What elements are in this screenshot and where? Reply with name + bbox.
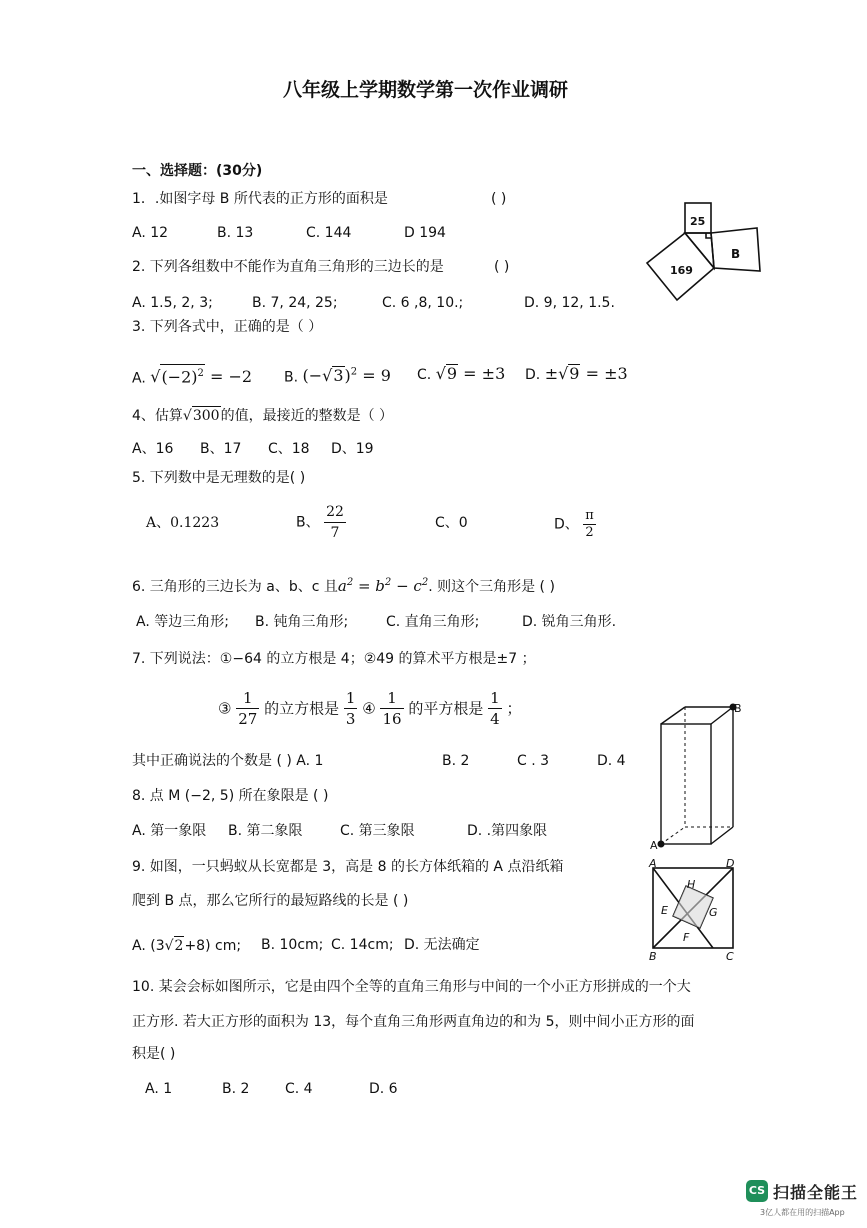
q6-option-b: B. 钝角三角形; [255,614,349,630]
q9-option-c: C. 14cm; [331,937,394,953]
q10-option-a: A. 1 [145,1081,173,1097]
q1-option-c: C. 144 [306,225,352,241]
q8-option-a: A. 第一象限 [132,823,207,839]
q3-b-expr: $(-√3)^2 = 9$ [302,366,391,386]
q7-option-c: C . 3 [517,753,550,769]
q7-stem: 7. 下列说法：①−64 的立方根是 4；②49 的算术平方根是±7 ； [132,651,536,667]
q6-equation: $a^2 = b^2 - c^2$ [337,577,429,595]
q2-option-d: D. 9, 12, 1.5. [524,295,615,311]
q5-d-label: D、 [554,516,579,533]
q5-b-label: B、 [296,514,320,531]
q4-stem-pre: 4、估算 [132,408,183,424]
q7-option-d: D. 4 [597,753,626,769]
q4-stem-post: 的值，最接近的整数是（ ） [220,408,394,424]
q9-a-pre: A. (3 [132,938,165,954]
q10-option-d: D. 6 [369,1081,398,1097]
q8-option-b: B. 第二象限 [228,823,303,839]
q1-option-b: B. 13 [217,225,254,241]
q1-option-a: A. 12 [132,225,169,241]
q5-stem: 5. 下列数中是无理数的是( ) [132,470,306,486]
q4-option-c: C、18 [268,441,310,457]
q9-a-radicand: 2 [174,938,184,954]
q1-label-25: 25 [690,215,706,228]
q3-c-label: C. [417,367,432,383]
q9-stem-line2: 爬到 B 点，那么它所行的最短路线的长是 ( ) [132,893,409,909]
q5-option-c: C、0 [435,515,468,531]
q6-option-c: C. 直角三角形; [386,614,480,630]
q7-frac-1-4: $\frac{1}{4}$ [490,689,500,728]
q10-stem-line3: 积是( ) [132,1046,176,1062]
q9-label-a: A [650,839,658,852]
q9-box-figure [645,698,745,853]
q3-d-label: D. [525,367,541,383]
q5-d-fraction: $\frac{\pi}{2}$ [585,508,594,540]
q3-c-rhs: = ±3 [463,364,506,383]
q2-option-c: C. 6 ,8, 10.; [382,295,464,311]
q9-option-d: D. 无法确定 [404,937,480,953]
scanner-logo-icon: CS [746,1180,768,1202]
q7-circled-3: ③ [218,699,232,718]
q4-option-d: D、19 [331,441,374,457]
q4-option-a: A、16 [132,441,174,457]
q3-d-expr: ±√9 = ±3 [544,364,628,383]
q10-label-b: B [649,950,657,963]
q6-stem-pre: 6. 三角形的三边长为 a、b、c 且 [132,579,338,595]
q3-b-label: B. [284,369,299,386]
q7-statements [218,688,521,729]
q1-option-d: D 194 [404,225,446,241]
page-title: 八年级上学期数学第一次作业调研 [283,79,569,101]
q1-label-b: B [731,247,741,261]
q7-cube-root-text: 的立方根是 [264,699,340,718]
q3-a-label: A. [132,370,146,387]
q8-stem: 8. 点 M (−2, 5) 所在象限是 ( ) [132,788,329,804]
q7-frac-1-16: $\frac{1}{16}$ [382,689,402,728]
q10-label-f: F [683,931,690,944]
q5-b-fraction: $\frac{22}{7}$ [326,504,344,541]
q3-option-c [417,364,505,384]
q9-a-post: +8) cm; [184,938,242,954]
q6-option-d: D. 锐角三角形. [522,614,617,630]
q3-option-a [132,364,252,387]
q10-square-figure [645,858,740,958]
q10-option-c: C. 4 [285,1081,313,1097]
q6-option-a: A. 等边三角形; [136,614,229,630]
q3-option-d [525,364,628,384]
q7-circled-4: ④ [362,699,376,718]
q10-label-g: G [709,906,718,919]
q5-option-b [296,502,346,543]
q2-stem: 2. 下列各组数中不能作为直角三角形的三边长的是 [132,259,444,275]
q7-option-b: B. 2 [442,753,470,769]
q5-option-d [554,508,596,541]
q6-stem [132,574,555,596]
q5-option-a: A、0.1223 [146,515,220,531]
q7-end-punct: ； [506,699,522,718]
q9-option-a: A. (3√2+8) cm; [132,938,242,954]
q2-option-a: A. 1.5, 2, 3; [132,295,213,311]
q3-c-expr: √9 = ±3 [435,364,506,383]
q7-frac-1-3: $\frac{1}{3}$ [345,689,356,728]
q7-square-root-text: 的平方根是 [408,699,484,718]
q1-label-169: 169 [670,264,693,277]
q9-label-b: B [734,702,742,715]
section-heading: 一、选择题：(30分) [132,163,263,179]
q8-option-c: C. 第三象限 [340,823,415,839]
q10-label-a: A [649,857,657,870]
q10-label-c: C [726,950,734,963]
q7-count-line: 其中正确说法的个数是 ( ) A. 1 [132,753,324,769]
q9-stem-line1: 9. 如图，一只蚂蚁从长宽都是 3，高是 8 的长方体纸箱的 A 点沿纸箱 [132,859,564,875]
q4-stem: 4、估算√300的值，最接近的整数是（ ） [132,408,394,424]
q3-b-rhs: = 9 [362,366,391,386]
q10-stem-line2: 正方形. 若大正方形的面积为 13，每个直角三角形两直角边的和为 5，则中间小正方形的面 [132,1014,695,1030]
scanner-app-tagline: 3亿人都在用的扫描App [760,1208,845,1217]
q3-d-rhs: = ±3 [585,364,628,383]
q3-stem: 3. 下列各式中，正确的是（ ） [132,319,323,335]
q4-radicand: 300 [192,408,220,424]
q10-label-d: D [726,857,735,870]
q7-frac-1-27: $\frac{1}{27}$ [238,689,258,728]
q10-option-b: B. 2 [222,1081,250,1097]
q1-answer-paren: ( ) [491,191,507,207]
q10-stem-line1: 10. 某会会标如图所示，它是由四个全等的直角三角形与中间的一个小正方形拼成的一个大 [132,979,691,995]
q10-label-h: H [687,878,696,891]
q10-label-e: E [661,904,668,917]
q3-a-rhs: = −2 [209,367,253,387]
q3-a-expr: $√(-2)^2 = -2$ [150,367,252,386]
q2-answer-paren: ( ) [494,259,510,275]
q3-option-b [284,364,391,386]
q8-option-d: D. .第四象限 [467,823,548,839]
q1-stem: 1．.如图字母 B 所代表的正方形的面积是 [132,191,388,207]
q9-option-b: B. 10cm; [261,937,324,953]
q2-option-b: B. 7, 24, 25; [252,295,338,311]
q6-stem-post: . 则这个三角形是 ( ) [428,579,555,595]
scanner-app-name: 扫描全能王 [773,1183,859,1202]
q4-option-b: B、17 [200,441,242,457]
